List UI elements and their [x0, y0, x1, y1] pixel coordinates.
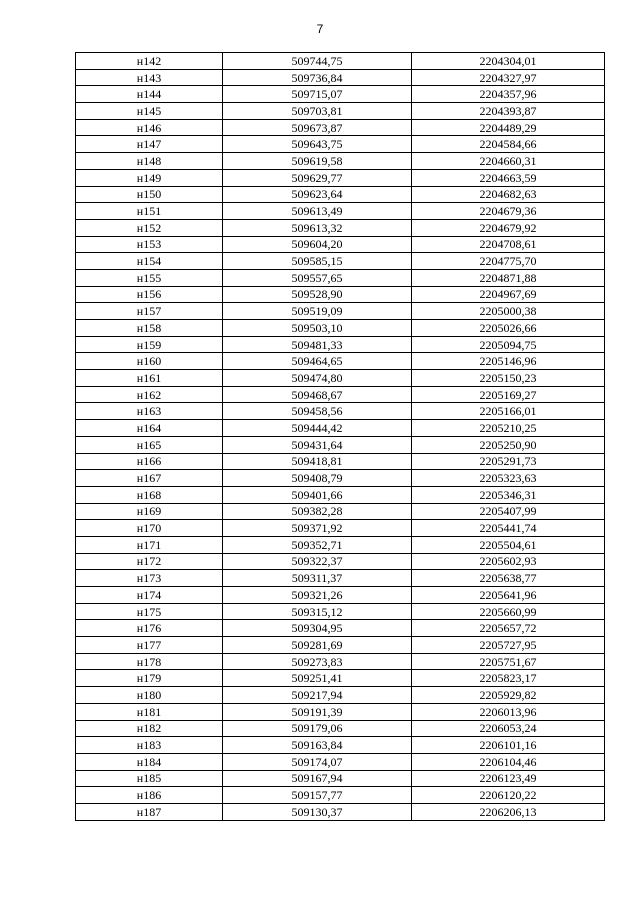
- x-coordinate-cell: 509464,65: [223, 353, 412, 370]
- point-id-cell: н156: [76, 286, 223, 303]
- y-coordinate-cell: 2205407,99: [412, 503, 605, 520]
- x-coordinate-cell: 509311,37: [223, 570, 412, 587]
- table-row: [76, 103, 605, 120]
- x-coordinate-cell: 509273,83: [223, 653, 412, 670]
- y-coordinate-cell: 2205169,27: [412, 386, 605, 403]
- table-row: [76, 420, 605, 437]
- point-id-cell: н155: [76, 269, 223, 286]
- table-row: [76, 219, 605, 236]
- table-row: [76, 470, 605, 487]
- x-coordinate-cell: 509528,90: [223, 286, 412, 303]
- point-id-cell: н157: [76, 303, 223, 320]
- point-id-cell: н172: [76, 553, 223, 570]
- y-coordinate-cell: 2205751,67: [412, 653, 605, 670]
- point-id-cell: н151: [76, 203, 223, 220]
- y-coordinate-cell: 2206206,13: [412, 803, 605, 820]
- y-coordinate-cell: 2205291,73: [412, 453, 605, 470]
- table-row: [76, 303, 605, 320]
- y-coordinate-cell: 2204708,61: [412, 236, 605, 253]
- y-coordinate-cell: 2205166,01: [412, 403, 605, 420]
- table-row: [76, 336, 605, 353]
- y-coordinate-cell: 2204663,59: [412, 169, 605, 186]
- point-id-cell: н176: [76, 620, 223, 637]
- table-row: [76, 486, 605, 503]
- point-id-cell: н170: [76, 520, 223, 537]
- y-coordinate-cell: 2205346,31: [412, 486, 605, 503]
- table-row: [76, 186, 605, 203]
- table-row: [76, 637, 605, 654]
- table-row: [76, 770, 605, 787]
- y-coordinate-cell: 2205660,99: [412, 603, 605, 620]
- x-coordinate-cell: 509629,77: [223, 169, 412, 186]
- x-coordinate-cell: 509401,66: [223, 486, 412, 503]
- table-row: [76, 687, 605, 704]
- point-id-cell: н169: [76, 503, 223, 520]
- point-id-cell: н163: [76, 403, 223, 420]
- x-coordinate-cell: 509557,65: [223, 269, 412, 286]
- point-id-cell: н144: [76, 86, 223, 103]
- y-coordinate-cell: 2204327,97: [412, 69, 605, 86]
- x-coordinate-cell: 509703,81: [223, 103, 412, 120]
- y-coordinate-cell: 2204775,70: [412, 253, 605, 270]
- table-row: [76, 69, 605, 86]
- point-id-cell: н177: [76, 637, 223, 654]
- y-coordinate-cell: 2205146,96: [412, 353, 605, 370]
- table-row: [76, 403, 605, 420]
- point-id-cell: н186: [76, 787, 223, 804]
- y-coordinate-cell: 2205657,72: [412, 620, 605, 637]
- y-coordinate-cell: 2204871,88: [412, 269, 605, 286]
- y-coordinate-cell: 2205250,90: [412, 436, 605, 453]
- point-id-cell: н184: [76, 753, 223, 770]
- y-coordinate-cell: 2204489,29: [412, 119, 605, 136]
- coordinates-table-body: [76, 53, 605, 821]
- x-coordinate-cell: 509130,37: [223, 803, 412, 820]
- point-id-cell: н160: [76, 353, 223, 370]
- x-coordinate-cell: 509585,15: [223, 253, 412, 270]
- point-id-cell: н147: [76, 136, 223, 153]
- y-coordinate-cell: 2205210,25: [412, 420, 605, 437]
- y-coordinate-cell: 2205323,63: [412, 470, 605, 487]
- point-id-cell: н159: [76, 336, 223, 353]
- x-coordinate-cell: 509673,87: [223, 119, 412, 136]
- y-coordinate-cell: 2206013,96: [412, 703, 605, 720]
- table-row: [76, 703, 605, 720]
- y-coordinate-cell: 2205441,74: [412, 520, 605, 537]
- y-coordinate-cell: 2206104,46: [412, 753, 605, 770]
- point-id-cell: н180: [76, 687, 223, 704]
- table-row: [76, 353, 605, 370]
- table-row: [76, 269, 605, 286]
- table-row: [76, 620, 605, 637]
- y-coordinate-cell: 2205929,82: [412, 687, 605, 704]
- y-coordinate-cell: 2204393,87: [412, 103, 605, 120]
- table-row: [76, 320, 605, 337]
- x-coordinate-cell: 509322,37: [223, 553, 412, 570]
- x-coordinate-cell: 509736,84: [223, 69, 412, 86]
- table-row: [76, 720, 605, 737]
- x-coordinate-cell: 509418,81: [223, 453, 412, 470]
- x-coordinate-cell: 509315,12: [223, 603, 412, 620]
- page-number: 7: [316, 22, 324, 36]
- coordinates-table: [75, 52, 605, 821]
- table-row: [76, 503, 605, 520]
- x-coordinate-cell: 509604,20: [223, 236, 412, 253]
- point-id-cell: н162: [76, 386, 223, 403]
- point-id-cell: н143: [76, 69, 223, 86]
- table-row: [76, 536, 605, 553]
- table-row: [76, 787, 605, 804]
- y-coordinate-cell: 2205094,75: [412, 336, 605, 353]
- y-coordinate-cell: 2204584,66: [412, 136, 605, 153]
- point-id-cell: н142: [76, 53, 223, 70]
- point-id-cell: н148: [76, 153, 223, 170]
- x-coordinate-cell: 509623,64: [223, 186, 412, 203]
- x-coordinate-cell: 509444,42: [223, 420, 412, 437]
- point-id-cell: н153: [76, 236, 223, 253]
- x-coordinate-cell: 509408,79: [223, 470, 412, 487]
- x-coordinate-cell: 509179,06: [223, 720, 412, 737]
- table-row: [76, 153, 605, 170]
- table-row: [76, 570, 605, 587]
- y-coordinate-cell: 2206101,16: [412, 737, 605, 754]
- x-coordinate-cell: 509191,39: [223, 703, 412, 720]
- point-id-cell: н171: [76, 536, 223, 553]
- table-row: [76, 136, 605, 153]
- point-id-cell: н175: [76, 603, 223, 620]
- point-id-cell: н149: [76, 169, 223, 186]
- y-coordinate-cell: 2206120,22: [412, 787, 605, 804]
- table-row: [76, 53, 605, 70]
- table-row: [76, 86, 605, 103]
- x-coordinate-cell: 509163,84: [223, 737, 412, 754]
- y-coordinate-cell: 2205727,95: [412, 637, 605, 654]
- point-id-cell: н173: [76, 570, 223, 587]
- point-id-cell: н164: [76, 420, 223, 437]
- x-coordinate-cell: 509474,80: [223, 370, 412, 387]
- y-coordinate-cell: 2205602,93: [412, 553, 605, 570]
- x-coordinate-cell: 509167,94: [223, 770, 412, 787]
- x-coordinate-cell: 509431,64: [223, 436, 412, 453]
- table-row: [76, 653, 605, 670]
- x-coordinate-cell: 509481,33: [223, 336, 412, 353]
- x-coordinate-cell: 509468,67: [223, 386, 412, 403]
- x-coordinate-cell: 509281,69: [223, 637, 412, 654]
- table-row: [76, 670, 605, 687]
- point-id-cell: н150: [76, 186, 223, 203]
- table-row: [76, 587, 605, 604]
- x-coordinate-cell: 509715,07: [223, 86, 412, 103]
- point-id-cell: н165: [76, 436, 223, 453]
- y-coordinate-cell: 2205638,77: [412, 570, 605, 587]
- y-coordinate-cell: 2205504,61: [412, 536, 605, 553]
- y-coordinate-cell: 2205823,17: [412, 670, 605, 687]
- y-coordinate-cell: 2205000,38: [412, 303, 605, 320]
- point-id-cell: н179: [76, 670, 223, 687]
- y-coordinate-cell: 2204679,36: [412, 203, 605, 220]
- table-row: [76, 286, 605, 303]
- x-coordinate-cell: 509503,10: [223, 320, 412, 337]
- x-coordinate-cell: 509251,41: [223, 670, 412, 687]
- y-coordinate-cell: 2204660,31: [412, 153, 605, 170]
- table-row: [76, 436, 605, 453]
- table-row: [76, 520, 605, 537]
- x-coordinate-cell: 509371,92: [223, 520, 412, 537]
- x-coordinate-cell: 509352,71: [223, 536, 412, 553]
- y-coordinate-cell: 2206123,49: [412, 770, 605, 787]
- x-coordinate-cell: 509458,56: [223, 403, 412, 420]
- table-row: [76, 169, 605, 186]
- x-coordinate-cell: 509382,28: [223, 503, 412, 520]
- x-coordinate-cell: 509157,77: [223, 787, 412, 804]
- x-coordinate-cell: 509643,75: [223, 136, 412, 153]
- x-coordinate-cell: 509613,49: [223, 203, 412, 220]
- table-row: [76, 119, 605, 136]
- point-id-cell: н181: [76, 703, 223, 720]
- point-id-cell: н182: [76, 720, 223, 737]
- y-coordinate-cell: 2204357,96: [412, 86, 605, 103]
- point-id-cell: н174: [76, 587, 223, 604]
- x-coordinate-cell: 509174,07: [223, 753, 412, 770]
- y-coordinate-cell: 2204967,69: [412, 286, 605, 303]
- x-coordinate-cell: 509321,26: [223, 587, 412, 604]
- x-coordinate-cell: 509619,58: [223, 153, 412, 170]
- y-coordinate-cell: 2205641,96: [412, 587, 605, 604]
- point-id-cell: н185: [76, 770, 223, 787]
- point-id-cell: н167: [76, 470, 223, 487]
- point-id-cell: н146: [76, 119, 223, 136]
- y-coordinate-cell: 2206053,24: [412, 720, 605, 737]
- table-row: [76, 253, 605, 270]
- table-row: [76, 737, 605, 754]
- x-coordinate-cell: 509217,94: [223, 687, 412, 704]
- table-row: [76, 803, 605, 820]
- table-row: [76, 603, 605, 620]
- table-row: [76, 453, 605, 470]
- point-id-cell: н161: [76, 370, 223, 387]
- point-id-cell: н158: [76, 320, 223, 337]
- x-coordinate-cell: 509304,95: [223, 620, 412, 637]
- point-id-cell: н187: [76, 803, 223, 820]
- table-row: [76, 236, 605, 253]
- point-id-cell: н178: [76, 653, 223, 670]
- point-id-cell: н166: [76, 453, 223, 470]
- y-coordinate-cell: 2204304,01: [412, 53, 605, 70]
- point-id-cell: н152: [76, 219, 223, 236]
- y-coordinate-cell: 2204682,63: [412, 186, 605, 203]
- point-id-cell: н183: [76, 737, 223, 754]
- point-id-cell: н154: [76, 253, 223, 270]
- x-coordinate-cell: 509613,32: [223, 219, 412, 236]
- y-coordinate-cell: 2205150,23: [412, 370, 605, 387]
- x-coordinate-cell: 509519,09: [223, 303, 412, 320]
- point-id-cell: н145: [76, 103, 223, 120]
- table-row: [76, 370, 605, 387]
- y-coordinate-cell: 2204679,92: [412, 219, 605, 236]
- table-row: [76, 753, 605, 770]
- point-id-cell: н168: [76, 486, 223, 503]
- table-row: [76, 386, 605, 403]
- table-row: [76, 553, 605, 570]
- x-coordinate-cell: 509744,75: [223, 53, 412, 70]
- table-row: [76, 203, 605, 220]
- y-coordinate-cell: 2205026,66: [412, 320, 605, 337]
